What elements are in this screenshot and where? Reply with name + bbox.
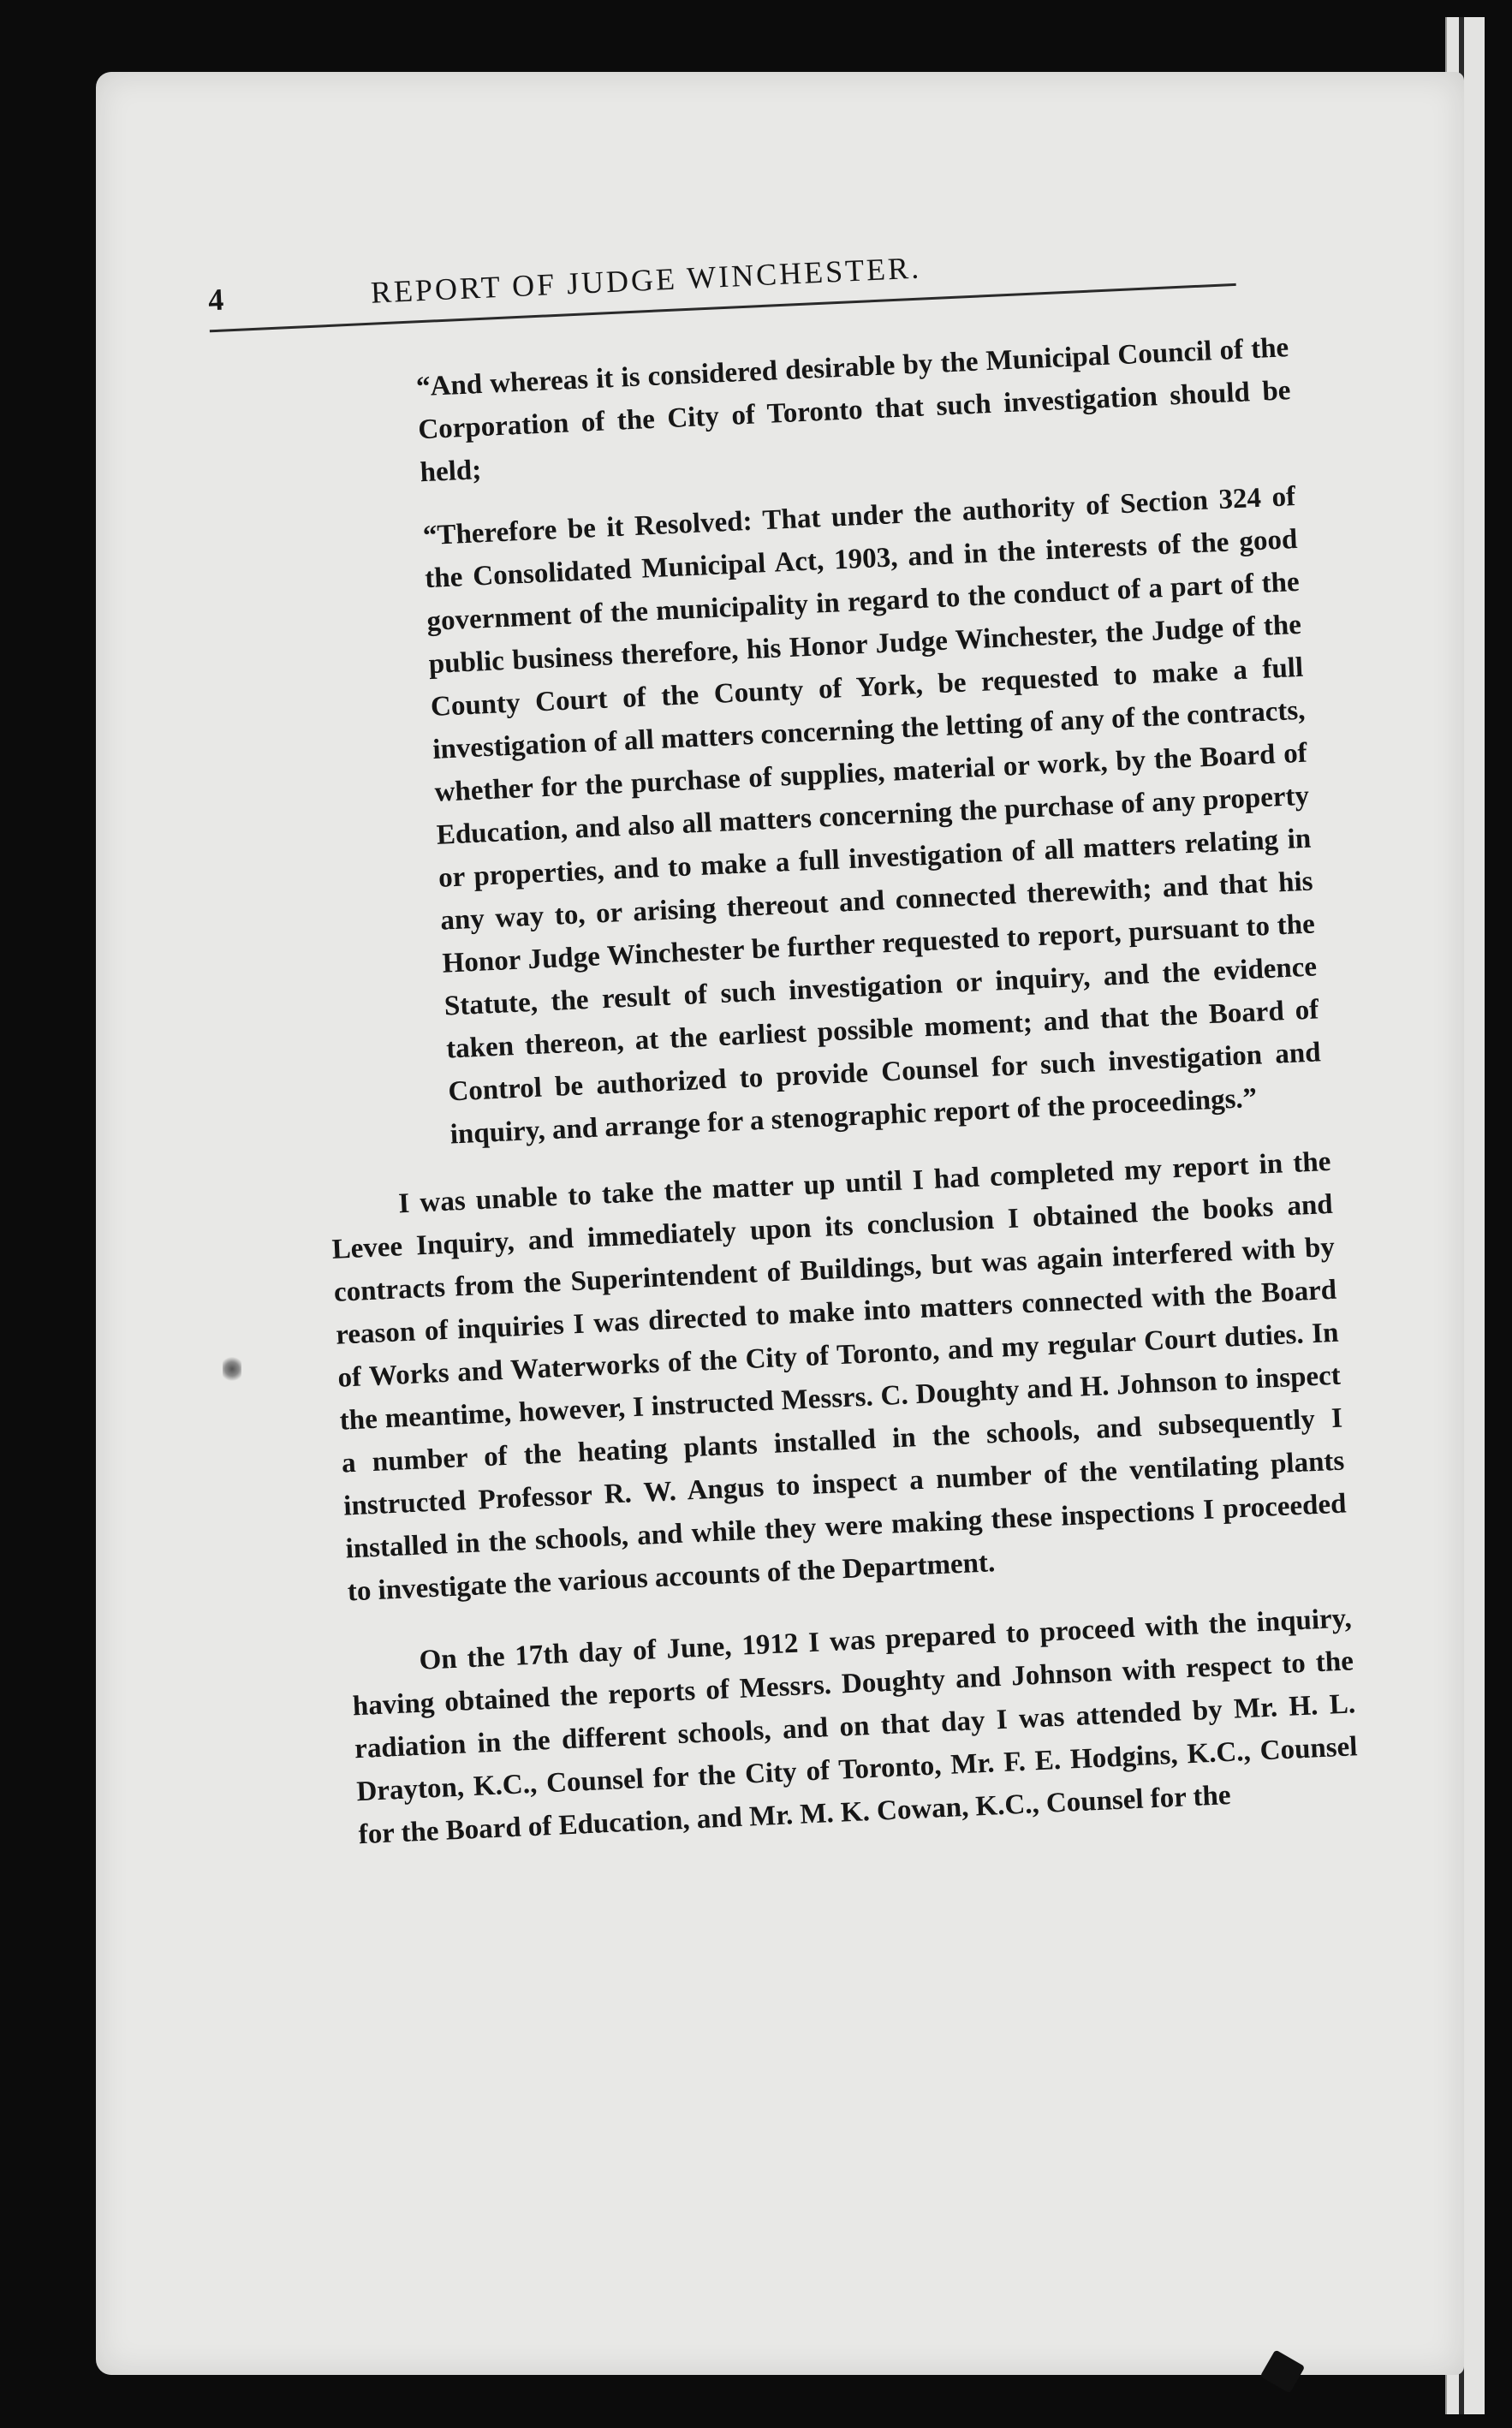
quote-paragraph: “Therefore be it Resolved: That under the authority of Section 324 of the Consolidated Municipal Act, 1903, and in the interests of the good government of the municipality in regard to the conduct of a part of the public business therefore, his Honor Judge Winchester, the Judge of the County Court of the County of York, be requested to make a full investigation of all matters concerning the letting of any of the contracts, whether for the purchase of supplies, material or work, by the Board of Education, and also all matters concerning the purchase of any property or properties, and to make a full investigation of all matters relating in any way to, or arising thereout and connected therewith; and that his Honor Judge Winchester be further requested to report, pursuant to the Statute, the result of such investigation or inquiry, and the evidence taken thereon, at the earliest possible moment; and that the Board of Control be authorized to provide Counsel for such investigation and inquiry, and arrange for a stenographic report of the proceedings.” — [422, 480, 1322, 1151]
quoted-resolution — [415, 326, 1324, 1156]
page-text-block — [207, 224, 1476, 1884]
page-number: 4 — [207, 282, 225, 318]
quote-paragraph: “And whereas it is considered desirable by the Municipal Council of the Corporation of the City of Toronto that such investigation should be held; — [415, 332, 1292, 489]
body-paragraph: I was unable to take the matter up until I had completed my report in the Levee Inquiry, and immediately upon its conclusion I obtained the books and contracts from the Superintendent of Buildings, but was again interfered with by reason of inquiries I was directed to make into matters connected with the Board of Works and Waterworks of the City of Toronto, and my regular Court duties. In the meantime, however, I instructed Messrs. C. Doughty and H. Johnson to inspect a number of the heating plants installed in the schools, and subsequently I instructed Professor R. W. Angus to inspect a number of the ventilating plants installed in the schools, and while they were making these inspections I proceeded to investigate the various accounts of the Department. — [330, 1146, 1348, 1608]
body-paragraph: On the 17th day of June, 1912 I was prepared to proceed with the inquiry, having obtained the reports of Messrs. Doughty and Johnson with respect to the radiation in the different schools, and on that day I was attended by Mr. H. L. Drayton, K.C., Counsel for the City of Toronto, Mr. F. E. Hodgins, K.C., Counsel for the Board of Education, and Mr. M. K. Cowan, K.C., Counsel for the — [352, 1603, 1359, 1851]
ink-smudge — [223, 1354, 241, 1384]
running-title: REPORT OF JUDGE WINCHESTER. — [370, 250, 922, 310]
body-text — [329, 1140, 1360, 1856]
